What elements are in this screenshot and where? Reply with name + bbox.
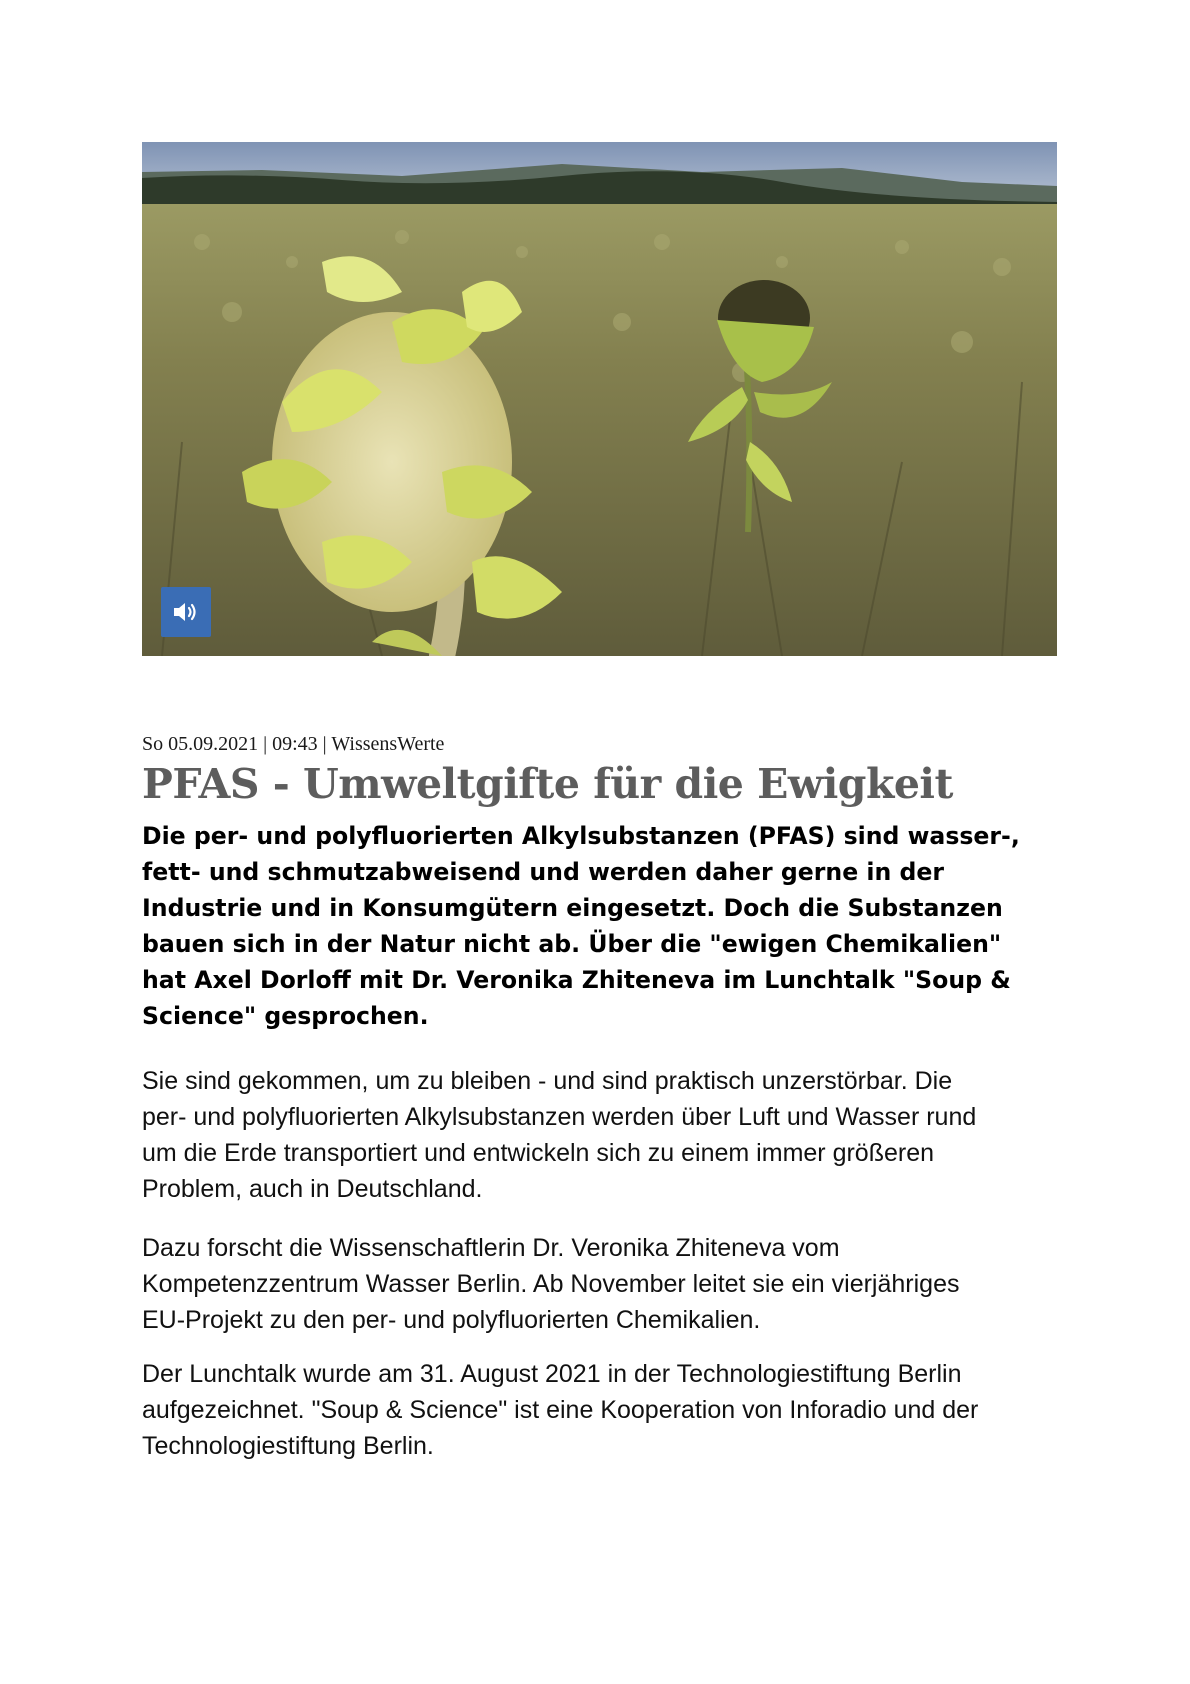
paragraph-line: EU-Projekt zu den per- und polyfluorierten Chemikalien. — [142, 1306, 761, 1334]
paragraph-line: Problem, auch in Deutschland. — [142, 1175, 483, 1203]
body-paragraph-1 — [142, 1063, 1072, 1207]
body-paragraph-2 — [142, 1230, 1072, 1338]
lead-line: Die per- und polyfluorierten Alkylsubstanzen (PFAS) sind wasser-, — [142, 822, 1020, 850]
lead-line: bauen sich in der Natur nicht ab. Über die "ewigen Chemikalien" — [142, 930, 1002, 958]
paragraph-line: Technologiestiftung Berlin. — [142, 1432, 434, 1460]
paragraph-line: Kompetenzzentrum Wasser Berlin. Ab November leitet sie ein vierjähriges — [142, 1270, 960, 1298]
body-paragraph-3 — [142, 1356, 1072, 1464]
paragraph-line: Sie sind gekommen, um zu bleiben - und sind praktisch unzerstörbar. Die — [142, 1067, 953, 1095]
lead-line: hat Axel Dorloff mit Dr. Veronika Zhiteneva im Lunchtalk "Soup & — [142, 966, 1011, 994]
lead-line: Industrie und in Konsumgütern eingesetzt. Doch die Substanzen — [142, 894, 1003, 922]
lead-line: Science" gesprochen. — [142, 1002, 429, 1030]
article-lead — [142, 818, 1072, 1034]
audio-play-button[interactable] — [161, 587, 211, 637]
article-title: PFAS - Umweltgifte für die Ewigkeit — [142, 760, 953, 808]
paragraph-line: per- und polyfluorierten Alkylsubstanzen werden über Luft und Wasser rund — [142, 1103, 977, 1131]
hero-image — [142, 142, 1057, 656]
paragraph-line: aufgezeichnet. "Soup & Science" ist eine Kooperation von Inforadio und der — [142, 1396, 979, 1424]
paragraph-line: Dazu forscht die Wissenschaftlerin Dr. Veronika Zhiteneva vom — [142, 1234, 840, 1262]
paragraph-line: Der Lunchtalk wurde am 31. August 2021 in der Technologiestiftung Berlin — [142, 1360, 962, 1388]
speaker-icon — [171, 600, 201, 624]
lead-line: fett- und schmutzabweisend und werden daher gerne in der — [142, 858, 945, 886]
article-meta: So 05.09.2021 | 09:43 | WissensWerte — [142, 733, 445, 755]
sunflower-field-photo — [142, 142, 1057, 656]
paragraph-line: um die Erde transportiert und entwickeln sich zu einem immer größeren — [142, 1139, 935, 1167]
